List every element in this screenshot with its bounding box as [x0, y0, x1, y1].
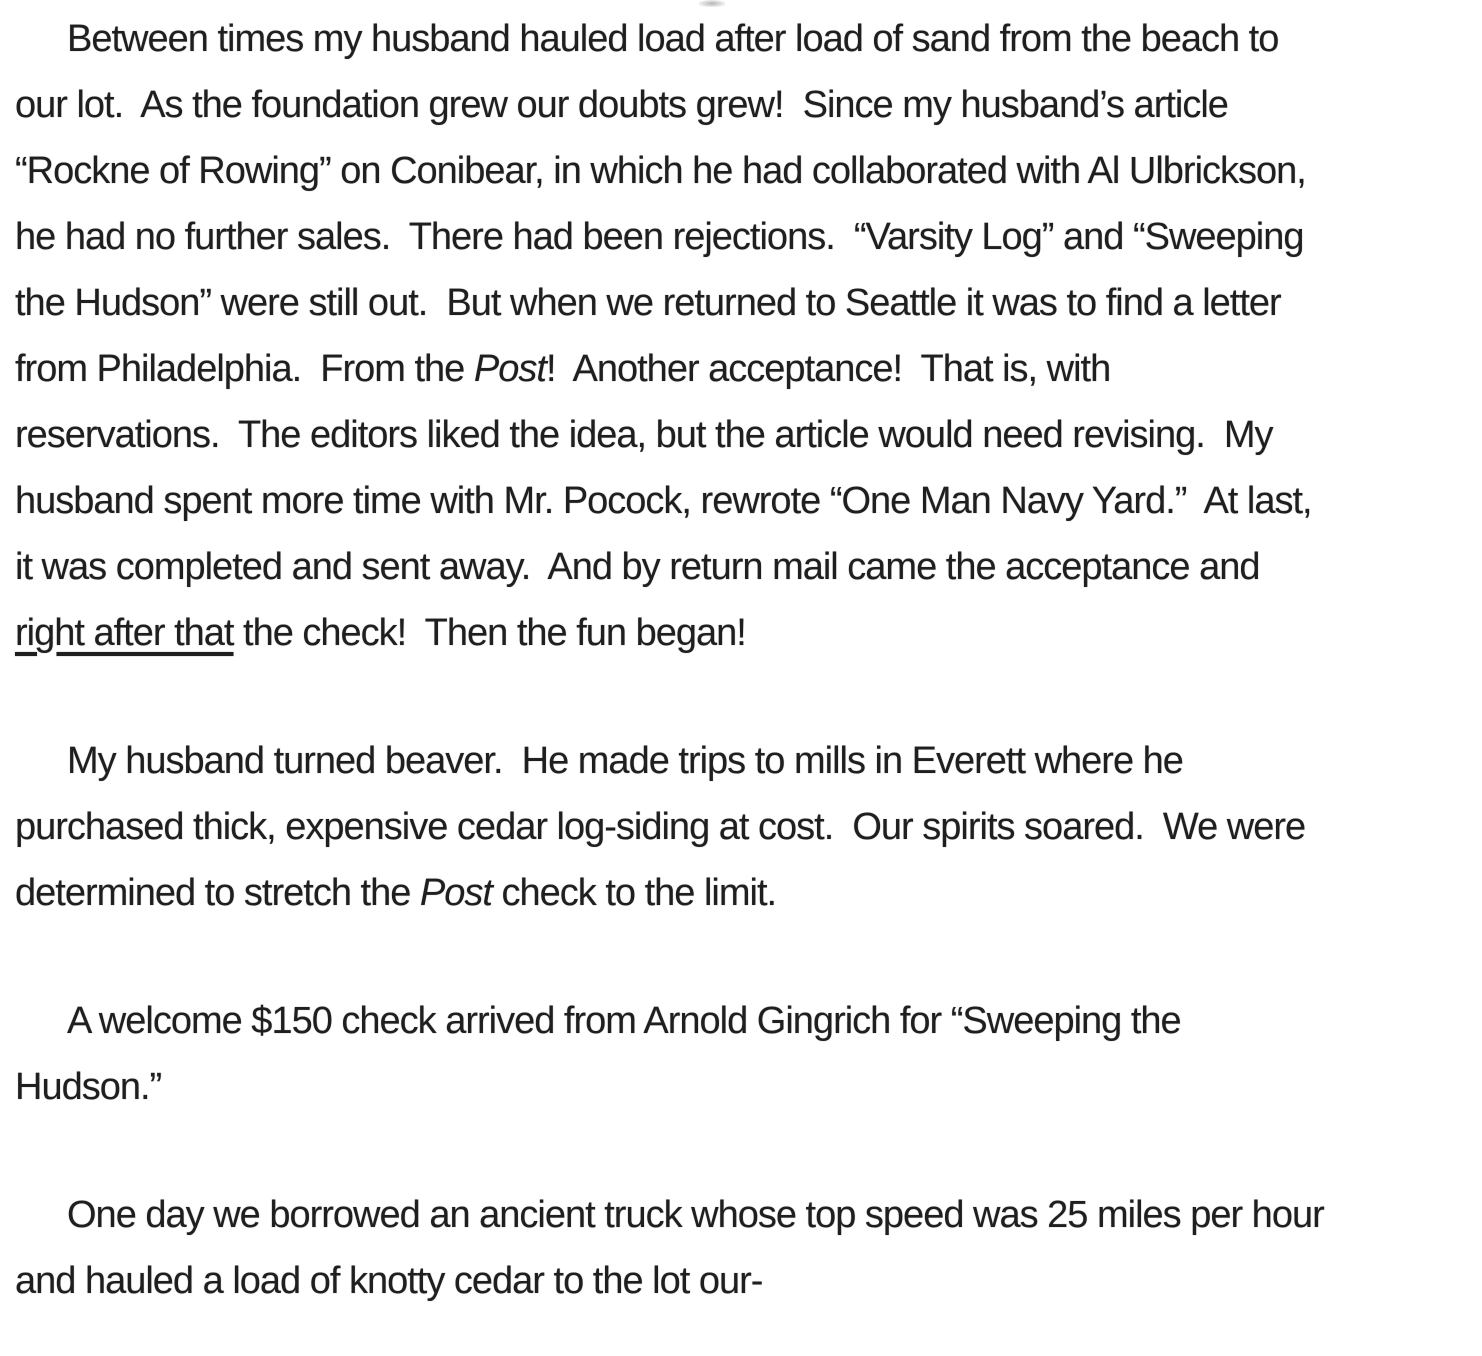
text-line — [15, 138, 1476, 204]
text-line — [15, 728, 1476, 794]
text-run: he had no further sales. There had been rejections. “Varsity Log” and “Sweeping — [15, 216, 1304, 258]
text-line — [15, 794, 1476, 860]
text-run: My husband turned beaver. He made trips to mills in Everett where he — [67, 740, 1183, 782]
document-page — [15, 6, 1476, 1314]
text-line — [15, 988, 1476, 1054]
text-run: the Hudson” were still out. But when we returned to Seattle it was to find a letter — [15, 282, 1281, 324]
text-run: husband spent more time with Mr. Pocock, rewrote “One Man Navy Yard.” At last, — [15, 480, 1312, 522]
text-line — [15, 534, 1476, 600]
text-run: “Rockne of Rowing” on Conibear, in which he had collaborated with Al Ulbrickson, — [15, 150, 1306, 192]
text-run: Hudson.” — [15, 1066, 162, 1108]
paragraph — [15, 6, 1476, 666]
text-run: from Philadelphia. From the — [15, 348, 474, 390]
text-run: One day we borrowed an ancient truck whose top speed was 25 miles per hour — [67, 1194, 1324, 1236]
text-line — [15, 6, 1476, 72]
text-line — [15, 860, 1476, 926]
italic-run: Post — [419, 872, 492, 914]
text-line — [15, 72, 1476, 138]
paragraph — [15, 988, 1476, 1120]
text-run: purchased thick, expensive cedar log-siding at cost. Our spirits soared. We were — [15, 806, 1306, 848]
text-run: ! Another acceptance! That is, with — [545, 348, 1111, 390]
text-run: determined to stretch the — [15, 872, 420, 914]
text-line — [15, 468, 1476, 534]
paragraph — [15, 728, 1476, 926]
text-line — [15, 270, 1476, 336]
text-run: Between times my husband hauled load after load of sand from the beach to — [67, 18, 1279, 60]
italic-run: Post — [473, 348, 546, 390]
text-line — [15, 402, 1476, 468]
text-line — [15, 1248, 1476, 1314]
text-line — [15, 1054, 1476, 1120]
text-run: reservations. The editors liked the idea, but the article would need revising. My — [15, 414, 1273, 456]
text-line — [15, 336, 1476, 402]
text-run: and hauled a load of knotty cedar to the lot our- — [15, 1260, 763, 1302]
underlined-phrase: right after that — [15, 612, 234, 654]
text-run: the check! Then the fun began! — [233, 612, 746, 654]
text-line — [15, 1182, 1476, 1248]
text-line — [15, 600, 1476, 666]
text-run: our lot. As the foundation grew our doubts grew! Since my husband’s article — [15, 84, 1228, 126]
text-line — [15, 204, 1476, 270]
text-run: A welcome $150 check arrived from Arnold Gingrich for “Sweeping the — [67, 1000, 1181, 1042]
paragraph — [15, 1182, 1476, 1314]
text-run: check to the limit. — [491, 872, 777, 914]
text-run: it was completed and sent away. And by return mail came the acceptance and — [15, 546, 1260, 588]
